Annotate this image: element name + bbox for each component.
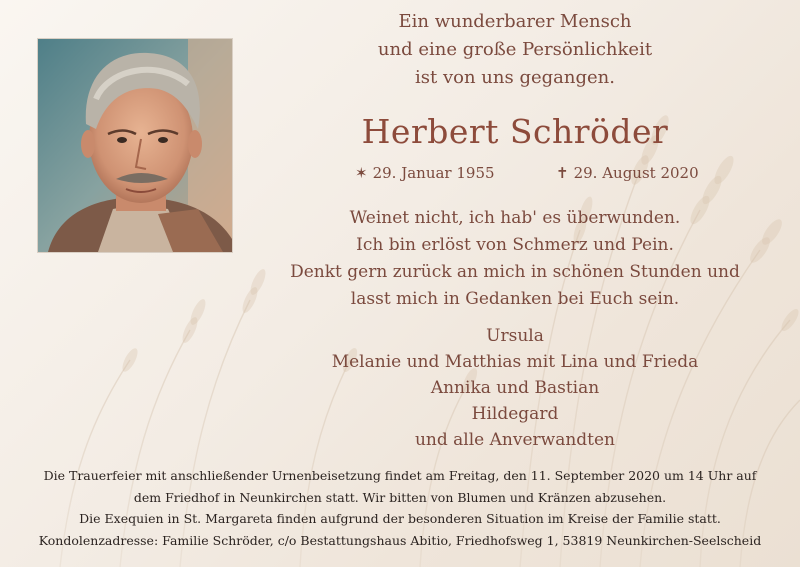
family-member: Ursula (486, 326, 544, 346)
family-member: und alle Anverwandten (414, 430, 616, 450)
star-icon: ✶ (355, 164, 368, 182)
ceremony-details (0, 465, 800, 551)
family-member: Annika und Bastian (430, 378, 600, 398)
family-member: Hildegard (471, 404, 559, 424)
condolence-address: Kondolenzadresse: Familie Schröder, c/o Bestattungshaus Abitio, Friedhofsweg 1, 53819 Neunkirchen-Seelscheid (38, 532, 762, 548)
intro-text (230, 8, 800, 92)
verse-line: Denkt gern zurück an mich in schönen Stunden und (290, 262, 740, 282)
birth-date (355, 163, 495, 183)
portrait-image (38, 39, 232, 252)
deceased-name: Herbert Schröder (361, 112, 669, 151)
intro-line: Ein wunderbarer Mensch (398, 11, 632, 32)
cross-icon: ✝ (556, 164, 569, 182)
portrait-photo (37, 38, 233, 253)
footer-line: dem Friedhof in Neunkirchen statt. Wir bitten von Blumen und Kränzen abzusehen. (133, 489, 667, 505)
intro-line: und eine große Persönlichkeit (377, 39, 653, 60)
verse-line: Ich bin erlöst von Schmerz und Pein. (356, 235, 674, 255)
family-member: Melanie und Matthias mit Lina und Frieda (331, 352, 699, 372)
death-date-text: 29. August 2020 (573, 164, 699, 182)
verse-line: Weinet nicht, ich hab' es überwunden. (349, 208, 681, 228)
death-date (556, 163, 699, 183)
footer-line: Die Exequien in St. Margareta finden aufgrund der besonderen Situation im Kreise der Familie statt. (79, 511, 721, 526)
memorial-verse (230, 205, 800, 313)
footer-line: Die Trauerfeier mit anschließender Urnenbeisetzung findet am Freitag, den 11. September 2020 um 14 Uhr auf (43, 468, 757, 483)
family-list (230, 323, 800, 453)
intro-line: ist von uns gegangen. (415, 67, 615, 88)
birth-date-text: 29. Januar 1955 (372, 164, 495, 182)
verse-line: lasst mich in Gedanken bei Euch sein. (350, 289, 680, 309)
